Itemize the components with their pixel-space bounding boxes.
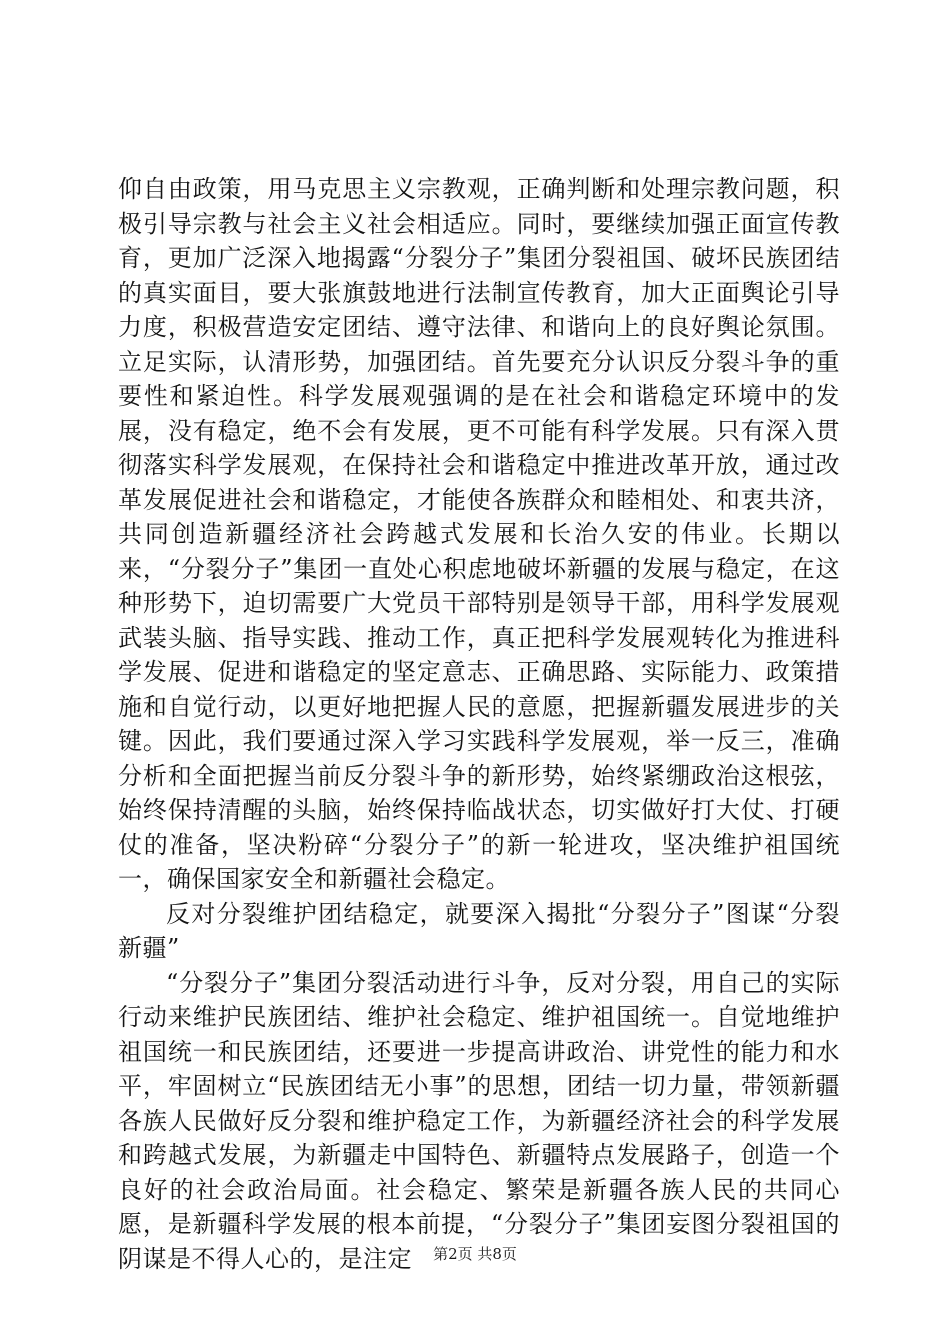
body-paragraph-3: “分裂分子”集团分裂活动进行斗争，反对分裂，用自己的实际行动来维护民族团结、维护社会稳定、维护祖国统一。自觉地维护祖国统一和民族团结，还要进一步提高讲政治、讲党性的能力和水平，牢固树立“民族团结无小事”的思想，团结一切力量，带领新疆各族人民做好反分裂和维护稳定工作，为新疆经济社会的科学发展和跨越式发展，为新疆走中国特色、新疆特点发展路子，创造一个良好的社会政治局面。社会稳定、繁荣是新疆各族人民的共同心愿，是新疆科学发展的根本前提，“分裂分子”集团妄图分裂祖国的阴谋是不得人心的，是注定 xyxy=(118,968,840,1273)
body-paragraph-1: 仰自由政策，用马克思主义宗教观，正确判断和处理宗教问题，积极引导宗教与社会主义社会相适应。同时，要继续加强正面宣传教育，更加广泛深入地揭露“分裂分子”集团分裂祖国、破坏民族团结的真实面目，要大张旗鼓地进行法制宣传教育，加大正面舆论引导力度，积极营造安定团结、遵守法律、和谐向上的良好舆论氛围。立足实际，认清形势，加强团结。首先要充分认识反分裂斗争的重要性和紧迫性。科学发展观强调的是在社会和谐稳定环境中的发展，没有稳定，绝不会有发展，更不可能有科学发展。只有深入贯彻落实科学发展观，在保持社会和谐稳定中推进改革开放，通过改革发展促进社会和谐稳定，才能使各族群众和睦相处、和衷共济，共同创造新疆经济社会跨越式发展和长治久安的伟业。长期以来，“分裂分子”集团一直处心积虑地破坏新疆的发展与稳定，在这种形势下，迫切需要广大党员干部特别是领导干部，用科学发展观武装头脑、指导实践、推动工作，真正把科学发展观转化为推进科学发展、促进和谐稳定的坚定意志、正确思路、实际能力、政策措施和自觉行动，以更好地把握人民的意愿，把握新疆发展进步的关键。因此，我们要通过深入学习实践科学发展观，举一反三，准确分析和全面把握当前反分裂斗争的新形势，始终紧绷政治这根弦，始终保持清醒的头脑，始终保持临战状态，切实做好打大仗、打硬仗的准备，坚决粉碎“分裂分子”的新一轮进攻，坚决维护祖国统一，确保国家安全和新疆社会稳定。 xyxy=(118,175,840,893)
page-footer xyxy=(0,1244,950,1264)
page-number-indicator: 第2页 共8页 xyxy=(433,1245,517,1263)
body-paragraph-2: 反对分裂维护团结稳定，就要深入揭批“分裂分子”图谋“分裂新疆” xyxy=(118,899,840,962)
document-body xyxy=(118,172,840,1276)
